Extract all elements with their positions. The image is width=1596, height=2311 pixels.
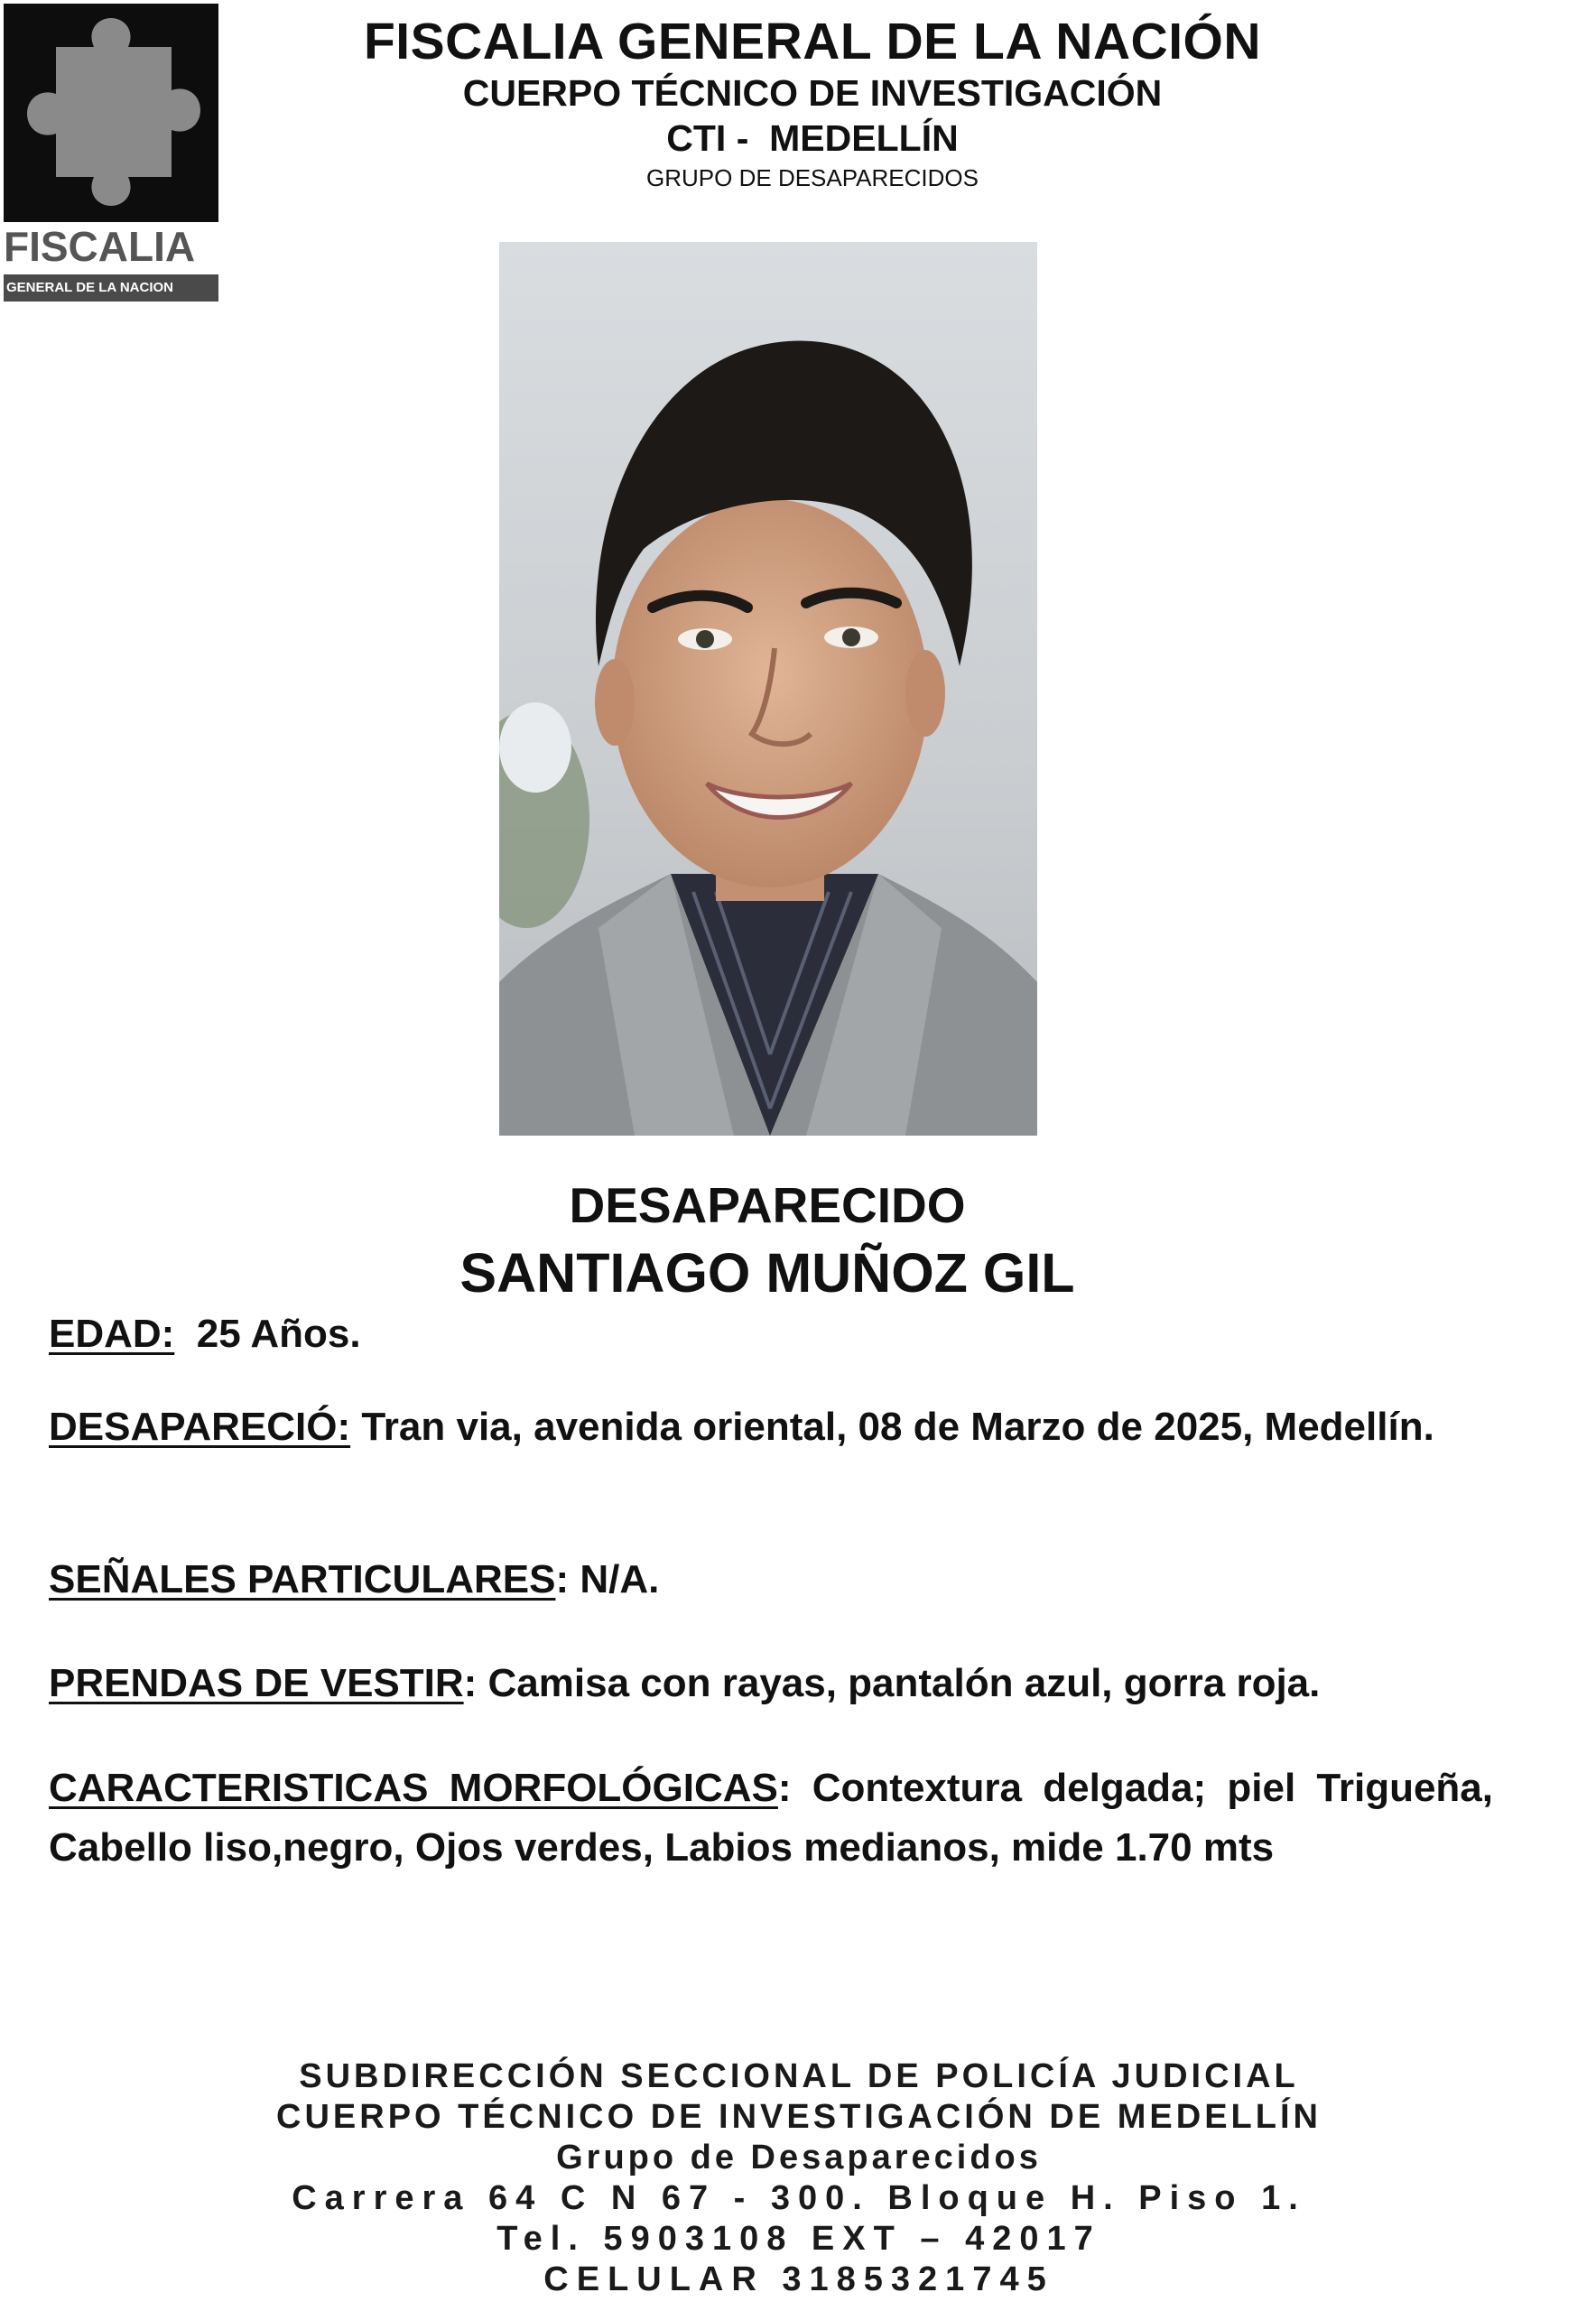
puzzle-piece-icon [4,4,218,222]
logo-subtitle-bar [4,274,218,302]
logo-emblem [4,4,218,222]
footer-subdirection: SUBDIRECCIÓN SECCIONAL DE POLICÍA JUDICIAL [299,2057,1299,2095]
missing-person-photo [499,242,1037,1136]
field-morphology [49,1759,1493,1878]
field-disappeared [49,1401,1493,1453]
field-marks [49,1550,1493,1610]
field-disappeared-label: DESAPARECIÓ: [49,1405,351,1449]
field-clothing [49,1654,1493,1713]
logo-subtitle: GENERAL DE LA NACION [6,280,174,295]
footer-mobile: CELULAR 3185321745 [543,2260,1054,2298]
document-footer [135,2056,1462,2300]
status-title: DESAPARECIDO [569,1177,966,1233]
logo-wordmark: FISCALIA [4,223,196,270]
field-age-value: 25 Años. [196,1312,361,1356]
field-clothing-label: PRENDAS DE VESTIR [49,1661,464,1705]
field-clothing-value: : Camisa con rayas, pantalón azul, gorra roja. [463,1661,1321,1705]
field-age [49,1304,590,1364]
footer-address: Carrera 64 C N 67 - 300. Bloque H. Piso 1. [292,2179,1306,2217]
footer-phone: Tel. 5903108 EXT – 42017 [496,2220,1101,2258]
header-department: CUERPO TÉCNICO DE INVESTIGACIÓN [462,72,1163,114]
document-header [271,13,1354,193]
header-office: CTI - MEDELLÍN [666,117,959,159]
portrait-photo [499,242,1037,1136]
footer-department: CUERPO TÉCNICO DE INVESTIGACIÓN DE MEDELLÍN [276,2098,1322,2136]
field-disappeared-value: Tran via, avenida oriental, 08 de Marzo de 2025, Medellín. [361,1405,1434,1449]
footer-group: Grupo de Desaparecidos [556,2139,1042,2176]
field-marks-value: : N/A. [555,1557,660,1601]
header-group: GRUPO DE DESAPARECIDOS [646,164,979,191]
header-institution: FISCALIA GENERAL DE LA NACIÓN [363,13,1262,70]
field-marks-label: SEÑALES PARTICULARES [49,1557,556,1601]
field-morphology-value: : Contextura delgada; piel Trigueña, Cabello liso,negro, Ojos verdes, Labios medianos, mide 1.70 mts [49,1766,1493,1870]
fiscalia-logo [4,4,218,302]
field-morphology-label: CARACTERISTICAS MORFOLÓGICAS [49,1766,778,1810]
person-name: SANTIAGO MUÑOZ GIL [459,1242,1075,1304]
field-age-label: EDAD: [49,1312,175,1356]
